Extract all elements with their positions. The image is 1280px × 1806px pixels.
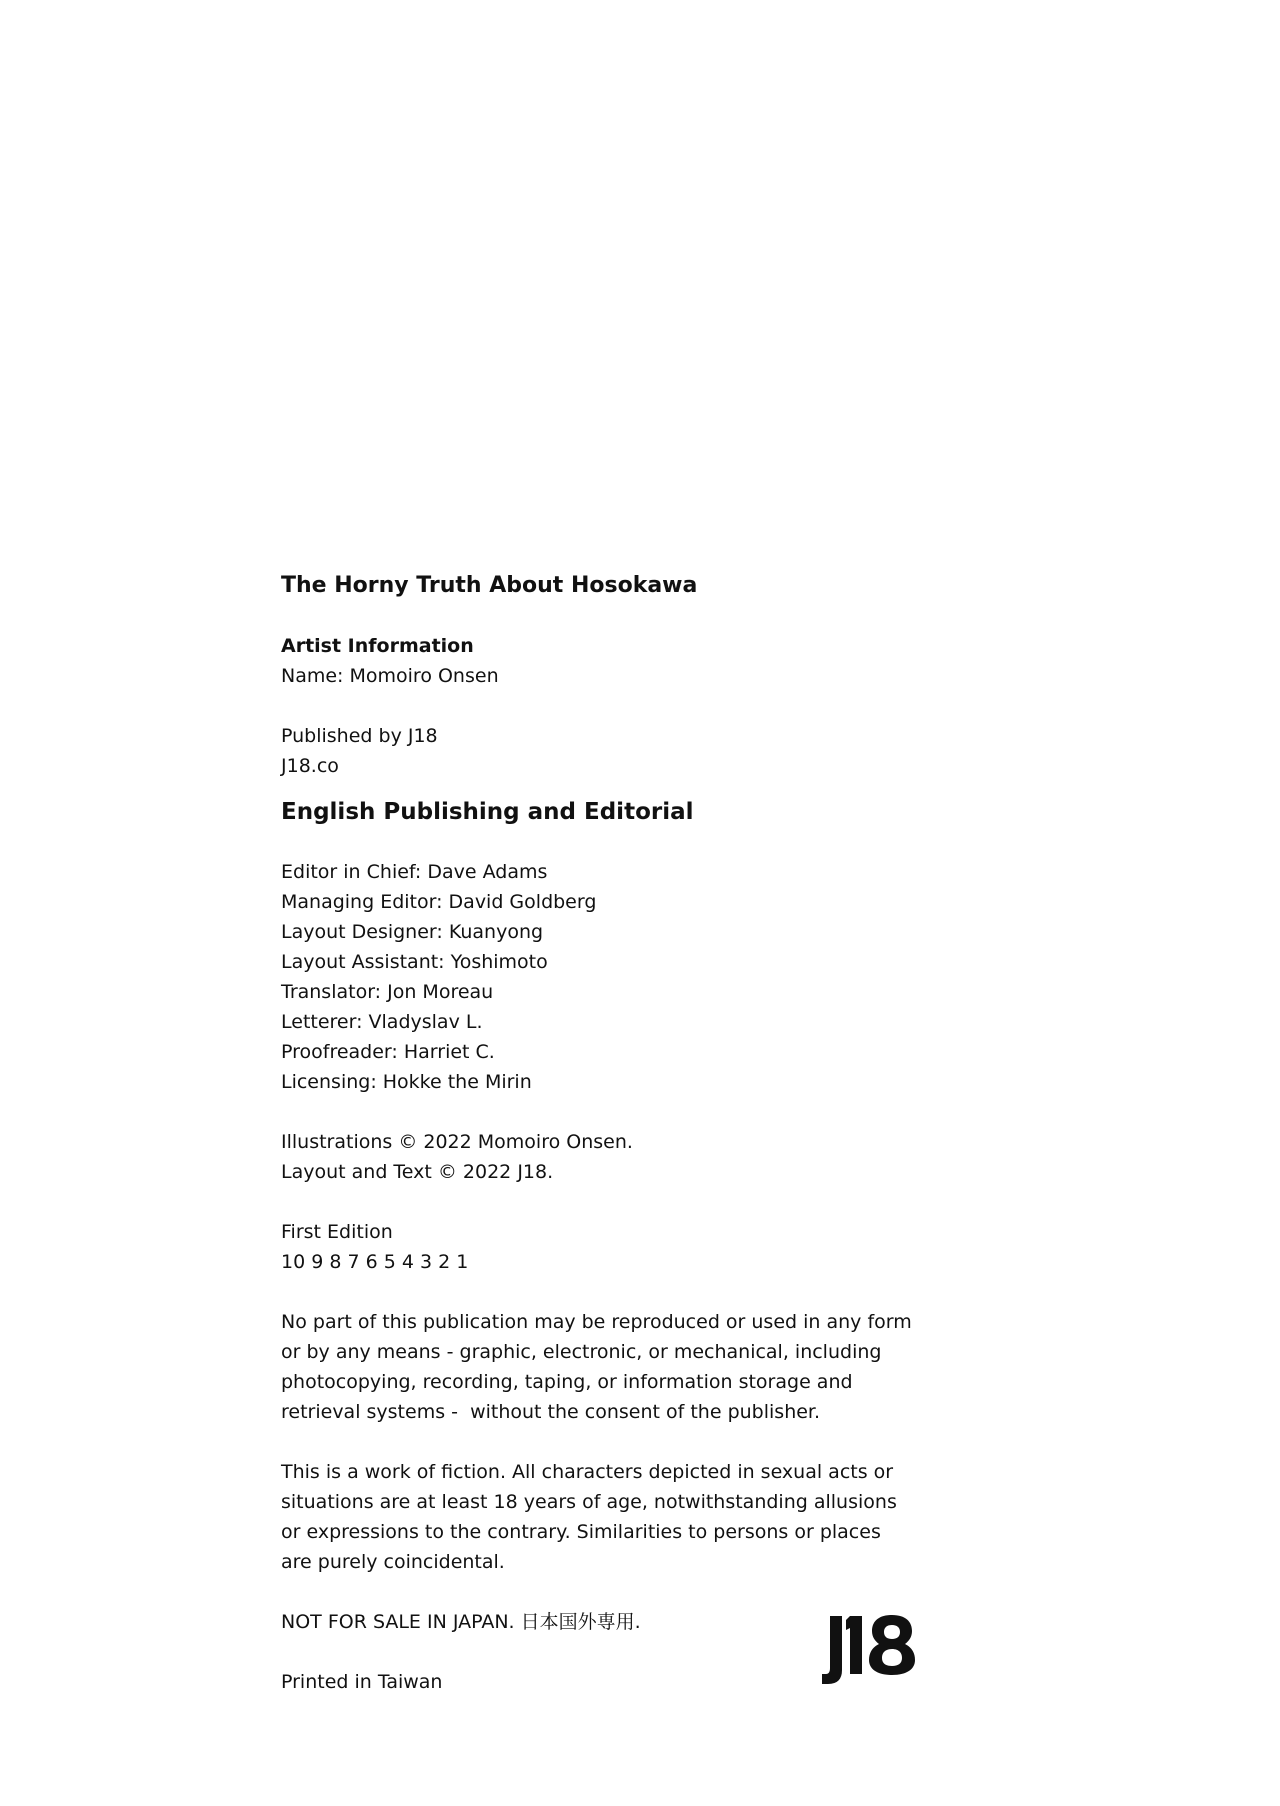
disclaimer-line: situations are at least 18 years of age, notwithstanding allusions (281, 1491, 897, 1513)
j18-logo (820, 1614, 920, 1686)
disclaimer-line: or expressions to the contrary. Similarities to persons or places (281, 1521, 881, 1543)
artist-heading: Artist Information (281, 635, 474, 657)
notice-line: retrieval systems - without the consent of the publisher. (281, 1401, 821, 1423)
edition-label: First Edition (281, 1221, 393, 1243)
publisher-website: J18.co (281, 755, 339, 777)
colophon (281, 571, 921, 1697)
print-line: 10 9 8 7 6 5 4 3 2 1 (281, 1251, 469, 1273)
publisher-info (281, 721, 921, 781)
editorial-heading: English Publishing and Editorial (281, 799, 694, 825)
notice-line: photocopying, recording, taping, or information storage and (281, 1371, 853, 1393)
fiction-disclaimer (281, 1457, 921, 1577)
layout-text-copyright: Layout and Text © 2022 J18. (281, 1161, 554, 1183)
book-title: The Horny Truth About Hosokawa (281, 573, 698, 598)
credit-line: Letterer: Vladyslav L. (281, 1011, 483, 1033)
credit-line: Layout Assistant: Yoshimoto (281, 951, 548, 973)
credit-line: Managing Editor: David Goldberg (281, 891, 597, 913)
credit-line: Editor in Chief: Dave Adams (281, 861, 548, 883)
credit-line: Proofreader: Harriet C. (281, 1041, 495, 1063)
credit-line: Translator: Jon Moreau (281, 981, 494, 1003)
printed-in-text: Printed in Taiwan (281, 1671, 443, 1693)
disclaimer-line: This is a work of fiction. All characters depicted in sexual acts or (281, 1461, 894, 1483)
artist-name: Name: Momoiro Onsen (281, 665, 499, 687)
notice-line: or by any means - graphic, electronic, or mechanical, including (281, 1341, 882, 1363)
artist-information (281, 631, 921, 691)
published-by: Published by J18 (281, 725, 438, 747)
illustrations-copyright: Illustrations © 2022 Momoiro Onsen. (281, 1131, 633, 1153)
edition-info (281, 1217, 921, 1277)
copyright-notice (281, 1127, 921, 1187)
reproduction-notice (281, 1307, 921, 1427)
editorial-credits (281, 857, 921, 1097)
credit-line: Layout Designer: Kuanyong (281, 921, 544, 943)
notice-line: No part of this publication may be reproduced or used in any form (281, 1311, 912, 1333)
not-for-sale-text: NOT FOR SALE IN JAPAN. 日本国外専用. (281, 1611, 641, 1633)
credit-line: Licensing: Hokke the Mirin (281, 1071, 532, 1093)
disclaimer-line: are purely coincidental. (281, 1551, 505, 1573)
